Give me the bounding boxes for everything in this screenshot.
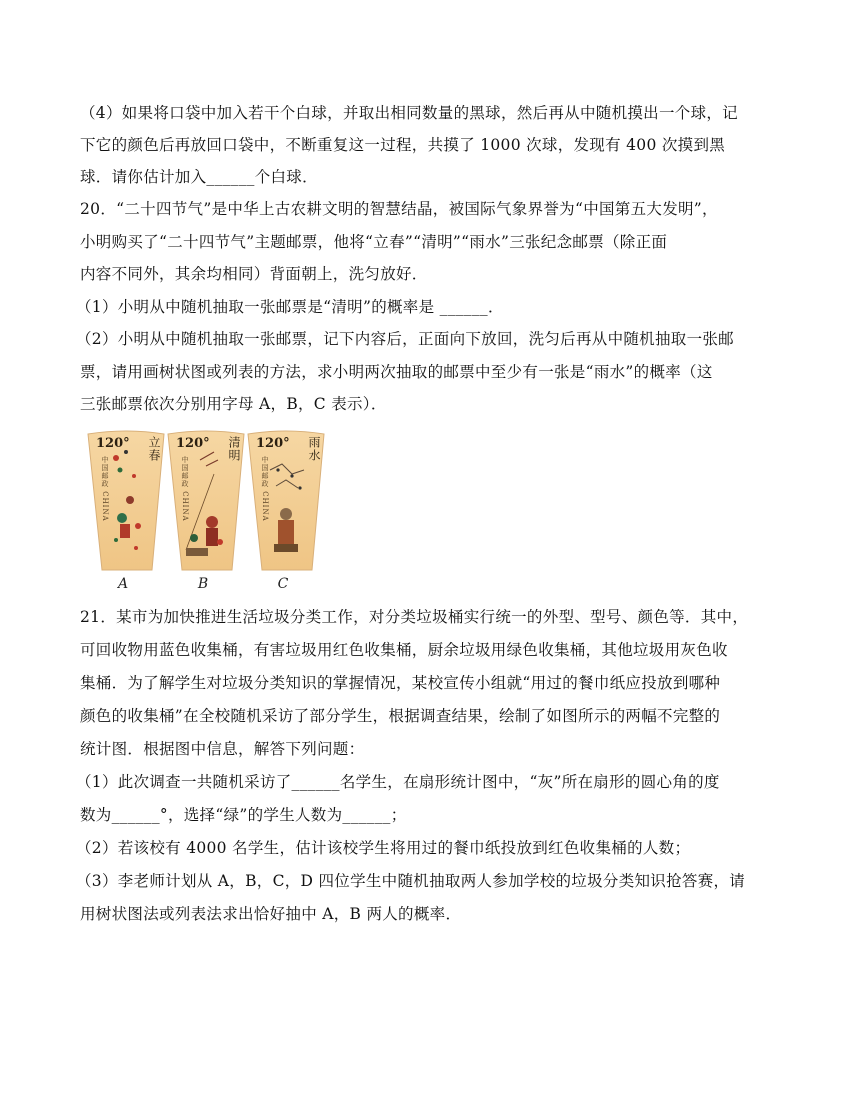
q20-stem-line2: 小明购买了“二十四节气”主题邮票，他将“立春”“清明”“雨水”三张纪念邮票（除正面 bbox=[80, 233, 668, 251]
stamp-a-country: 中国邮政 CHINA bbox=[101, 456, 109, 522]
q21-stem-line2: 可回收物用蓝色收集桶，有害垃圾用红色收集桶，厨余垃圾用绿色收集桶，其他垃圾用灰色收 bbox=[80, 641, 728, 659]
q21-stem-line5: 统计图．根据图中信息，解答下列问题： bbox=[80, 740, 365, 758]
q21-part1-line2: 数为______°，选择“绿”的学生人数为______； bbox=[80, 806, 407, 824]
q20-part2-line3: 三张邮票依次分别用字母 A，B，C 表示）． bbox=[80, 395, 387, 413]
q21-part2: （2）若该校有 4000 名学生，估计该校学生将用过的餐巾纸投放到红色收集桶的人数； bbox=[76, 839, 691, 857]
q20-stem-line3: 内容不同外，其余均相同）背面朝上，洗匀放好． bbox=[80, 265, 428, 283]
q20-part1: （1）小明从中随机抽取一张邮票是“清明”的概率是 ______． bbox=[76, 298, 504, 316]
stamp-b-country: 中国邮政 CHINA bbox=[181, 456, 189, 522]
stamps-illustration bbox=[86, 430, 338, 576]
stamp-b-label: B bbox=[197, 576, 209, 592]
q20-part2-line2: 票，请用画树状图或列表的方法，求小明两次抽取的邮票中至少有一张是“雨水”的概率（这 bbox=[80, 363, 713, 381]
stamp-b-denomination: 120° bbox=[176, 436, 210, 451]
stamp-c-name: 雨水 bbox=[307, 436, 321, 462]
stamp-a-denomination: 120° bbox=[96, 436, 130, 451]
q21-part3-line1: （3）李老师计划从 A，B，C，D 四位学生中随机抽取两人参加学校的垃圾分类知识抢答赛，请 bbox=[76, 872, 746, 890]
q21-part3-line2: 用树状图法或列表法求出恰好抽中 A，B 两人的概率． bbox=[80, 905, 462, 923]
q21-part1-line1: （1）此次调查一共随机采访了______名学生，在扇形统计图中，“灰”所在扇形的圆心角的度 bbox=[76, 773, 720, 791]
q20-stem-line1: 20．“二十四节气”是中华上古农耕文明的智慧结晶，被国际气象界誉为“中国第五大发明”， bbox=[80, 200, 718, 218]
stamp-c-denomination: 120° bbox=[256, 436, 290, 451]
stamp-a-name: 立春 bbox=[147, 436, 161, 462]
stamps-figure bbox=[86, 430, 338, 596]
q19-part4-line3: 球．请你估计加入______个白球． bbox=[80, 168, 318, 186]
q19-part4-line2: 下它的颜色后再放回口袋中，不断重复这一过程，共摸了 1000 次球，发现有 400 次摸到黑 bbox=[80, 136, 726, 154]
stamp-b-name: 清明 bbox=[227, 436, 241, 462]
stamp-c-country: 中国邮政 CHINA bbox=[261, 456, 269, 522]
q19-part4-line1: （4）如果将口袋中加入若干个白球，并取出相同数量的黑球，然后再从中随机摸出一个球，记 bbox=[80, 104, 738, 122]
q21-stem-line1: 21．某市为加快推进生活垃圾分类工作，对分类垃圾桶实行统一的外型、型号、颜色等．其中， bbox=[80, 608, 749, 626]
q21-stem-line4: 颜色的收集桶”在全校随机采访了部分学生，根据调查结果，绘制了如图所示的两幅不完整的 bbox=[80, 707, 721, 725]
q21-stem-line3: 集桶．为了解学生对垃圾分类知识的掌握情况，某校宣传小组就“用过的餐巾纸应投放到哪种 bbox=[80, 674, 721, 692]
stamp-c-label: C bbox=[277, 576, 289, 592]
stamp-a-label: A bbox=[117, 576, 129, 592]
q20-part2-line1: （2）小明从中随机抽取一张邮票，记下内容后，正面向下放回，洗匀后再从中随机抽取一张邮 bbox=[76, 330, 734, 348]
